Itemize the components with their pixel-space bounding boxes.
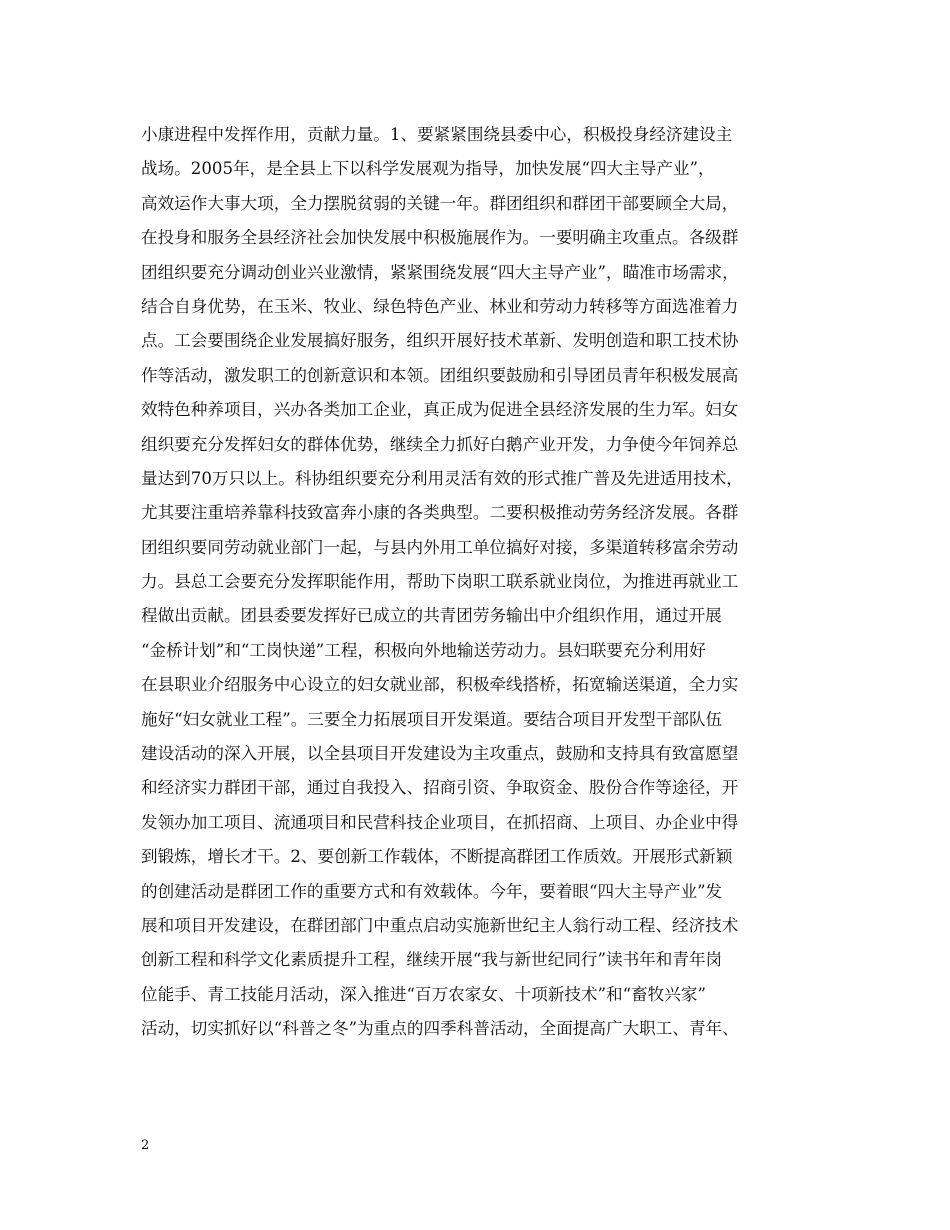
text-line: 程做出贡献。团县委要发挥好已成立的共青团劳务输出中介组织作用，通过开展 [141,606,722,626]
text-line: 结合自身优势，在玉米、牧业、绿色特色产业、林业和劳动力转移等方面选准着力 [141,296,739,316]
text-line: 和经济实力群团干部，通过自我投入、招商引资、争取资金、股份合作等途径，开 [141,778,739,798]
text-line: 尤其要注重培养靠科技致富奔小康的各类典型。二要积极推动劳务经济发展。各群 [141,503,739,523]
text-line: 点。工会要围绕企业发展搞好服务，组织开展好技术革新、发明创造和职工技术协 [141,331,739,351]
page-number: 2 [141,1138,150,1153]
text-line: 高效运作大事大项，全力摆脱贫弱的关键一年。群团组织和群团干部要顾全大局， [141,193,739,213]
text-line: 施好“妇女就业工程”。三要全力拓展项目开发渠道。要结合项目开发型干部队伍 [141,709,723,729]
text-line: 团组织要同劳动就业部门一起，与县内外用工单位搞好对接，多渠道转移富余劳动 [141,537,739,557]
text-line: 小康进程中发挥作用，贡献力量。1、要紧紧围绕县委中心，积极投身经济建设主 [141,125,733,144]
text-line: 在县职业介绍服务中心设立的妇女就业部，积极牵线搭桥，拓宽输送渠道，全力实 [141,675,739,695]
text-line: 力。县总工会要充分发挥职能作用，帮助下岗职工联系就业岗位，为推进再就业工 [141,572,739,592]
text-line: “金桥计划”和“工岗快递”工程，积极向外地输送劳动力。县妇联要充分利用好 [141,640,706,660]
text-line: 的创建活动是群团工作的重要方式和有效载体。今年，要着眼“四大主导产业”发 [141,881,723,901]
text-line: 团组织要充分调动创业兴业激情，紧紧围绕发展“四大主导产业”，瞄准市场需求， [141,262,739,282]
text-line: 创新工程和科学文化素质提升工程，继续开展“我与新世纪同行”读书年和青年岗 [141,950,723,970]
text-line: 作等活动，激发职工的创新意识和本领。团组织要鼓励和引导团员青年积极发展高 [141,365,739,385]
text-line: 发领办加工项目、流通项目和民营科技企业项目，在抓招商、上项目、办企业中得 [141,812,739,832]
body-text [141,118,821,1047]
text-line: 在投身和服务全县经济社会加快发展中积极施展作为。一要明确主攻重点。各级群 [141,228,739,248]
text-line: 战场。2005年，是全县上下以科学发展观为指导，加快发展“四大主导产业”， [141,159,715,179]
text-line: 效特色种养项目，兴办各类加工企业，真正成为促进全县经济发展的生力军。妇女 [141,400,739,420]
text-line: 活动，切实抓好以“科普之冬”为重点的四季科普活动，全面提高广大职工、青年、 [141,1019,739,1039]
text-line: 到锻炼，增长才干。2、要创新工作载体，不断提高群团工作质效。开展形式新颖 [141,847,733,867]
text-line: 位能手、青工技能月活动，深入推进“百万农家女、十项新技术”和“畜牧兴家” [141,984,706,1004]
text-line: 建设活动的深入开展，以全县项目开发建设为主攻重点，鼓励和支持具有致富愿望 [141,744,739,764]
text-line: 展和项目开发建设，在群团部门中重点启动实施新世纪主人翁行动工程、经济技术 [141,915,739,935]
text-line: 量达到70万只以上。科协组织要充分利用灵活有效的形式推广普及先进适用技术， [141,468,743,488]
text-line: 组织要充分发挥妇女的群体优势，继续全力抓好白鹅产业开发，力争使今年饲养总 [141,434,739,454]
